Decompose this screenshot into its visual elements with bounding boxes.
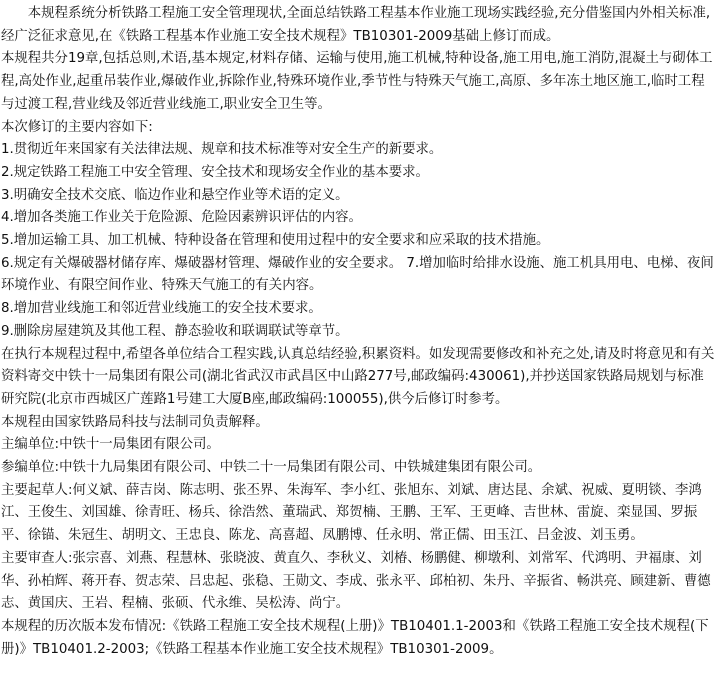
main-reviewers: 主要审查人:张宗喜、刘燕、程慧林、张晓波、黄直久、李秋义、刘椿、杨鹏健、柳墩利、刘常军、代鸿明、尹福康、刘华、孙柏辉、蒋开春、贺志荣、吕忠起、张稳、王勋文、李成、张永平、邱柏初、朱丹、辛振省、畅洪亮、顾建新、曹德志、黄国庆、王岩、程楠、张硕、代永维、吴松涛、尚宁。 — [1, 550, 711, 612]
revision-item-5: 5.增加运输工具、加工机械、特种设备在管理和使用过程中的安全要求和应采取的技术措施。 — [1, 233, 550, 249]
revision-item-9: 9.删除房屋建筑及其他工程、静态验收和联调联试等章节。 — [1, 323, 349, 339]
main-drafters: 主要起草人:何义斌、薛吉岗、陈志明、张丕界、朱海军、李小红、张旭东、刘斌、唐达昆、余斌、祝威、夏明锬、李鸿江、王俊生、刘国雄、徐青旺、杨兵、徐浩然、董瑞武、郑贺楠、王鹏、王军、王更峰、吉世林、雷旋、栾显国、罗振平、徐锚、朱冠生、胡明文、王忠良、陈龙、高喜超、凤鹏博、任永明、常正儒、田玉江、吕金波、刘玉勇。 — [1, 482, 702, 544]
revision-heading: 本次修订的主要内容如下: — [1, 119, 153, 135]
revision-item-4: 4.增加各类施工作业关于危险源、危险因素辨识评估的内容。 — [1, 210, 362, 226]
revision-item-3: 3.明确安全技术交底、临边作业和悬空作业等术语的定义。 — [1, 187, 349, 203]
participating-units: 参编单位:中铁十九局集团有限公司、中铁二十一局集团有限公司、中铁城建集团有限公司。 — [1, 460, 542, 476]
revision-item-6-7: 6.规定有关爆破器材储存库、爆破器材管理、爆破作业的安全要求。 7.增加临时给排水设施、施工机具用电、电梯、夜间环境作业、有限空间作业、特殊天气施工的有关内容。 — [1, 255, 714, 294]
revision-item-1: 1.贯彻近年来国家有关法律法规、规章和技术标准等对安全生产的新要求。 — [1, 142, 443, 158]
version-history: 本规程的历次版本发布情况:《铁路工程施工安全技术规程(上册)》TB10401.1-2003和《铁路工程施工安全技术规程(下册)》TB10401.2-2003;《铁路工程基本作业施工安全技术规程》TB10301-2009。 — [1, 618, 709, 657]
revision-item-8: 8.增加营业线施工和邻近营业线施工的安全技术要求。 — [1, 301, 322, 317]
intro-paragraph: 本规程系统分析铁路工程施工安全管理现状,全面总结铁路工程基本作业施工现场实践经验,充分借鉴国内外相关标准,经广泛征求意见,在《铁路工程基本作业施工安全技术规程》TB10301-2009基础上修订而成。 — [1, 6, 711, 44]
feedback-paragraph: 在执行本规程过程中,希望各单位结合工程实践,认真总结经验,积累资料。如发现需要修改和补充之处,请及时将意见和有关资料寄交中铁十一局集团有限公司(湖北省武汉市武昌区中山路277号,邮政编码:430061),并抄送国家铁路局规划与标准研究院(北京市西城区广莲路1号建工大厦B座,邮政编码:100055),供今后修订时参考。 — [1, 346, 715, 407]
chapters-paragraph: 本规程共分19章,包括总则,术语,基本规定,材料存储、运输与使用,施工机械,特种设备,施工用电,施工消防,混凝土与砌体工程,高处作业,起重吊装作业,爆破作业,拆除作业,特殊环境作业,季节性与特殊天气施工,高原、多年冻土地区施工,临时工程与过渡工程,营业线及邻近营业线施工,职业安全卫生等。 — [1, 51, 713, 112]
interpretation-paragraph: 本规程由国家铁路局科技与法制司负责解释。 — [1, 414, 269, 430]
chief-editor-unit: 主编单位:中铁十一局集团有限公司。 — [1, 437, 220, 453]
revision-item-2: 2.规定铁路工程施工中安全管理、安全技术和现场安全作业的基本要求。 — [1, 164, 429, 180]
